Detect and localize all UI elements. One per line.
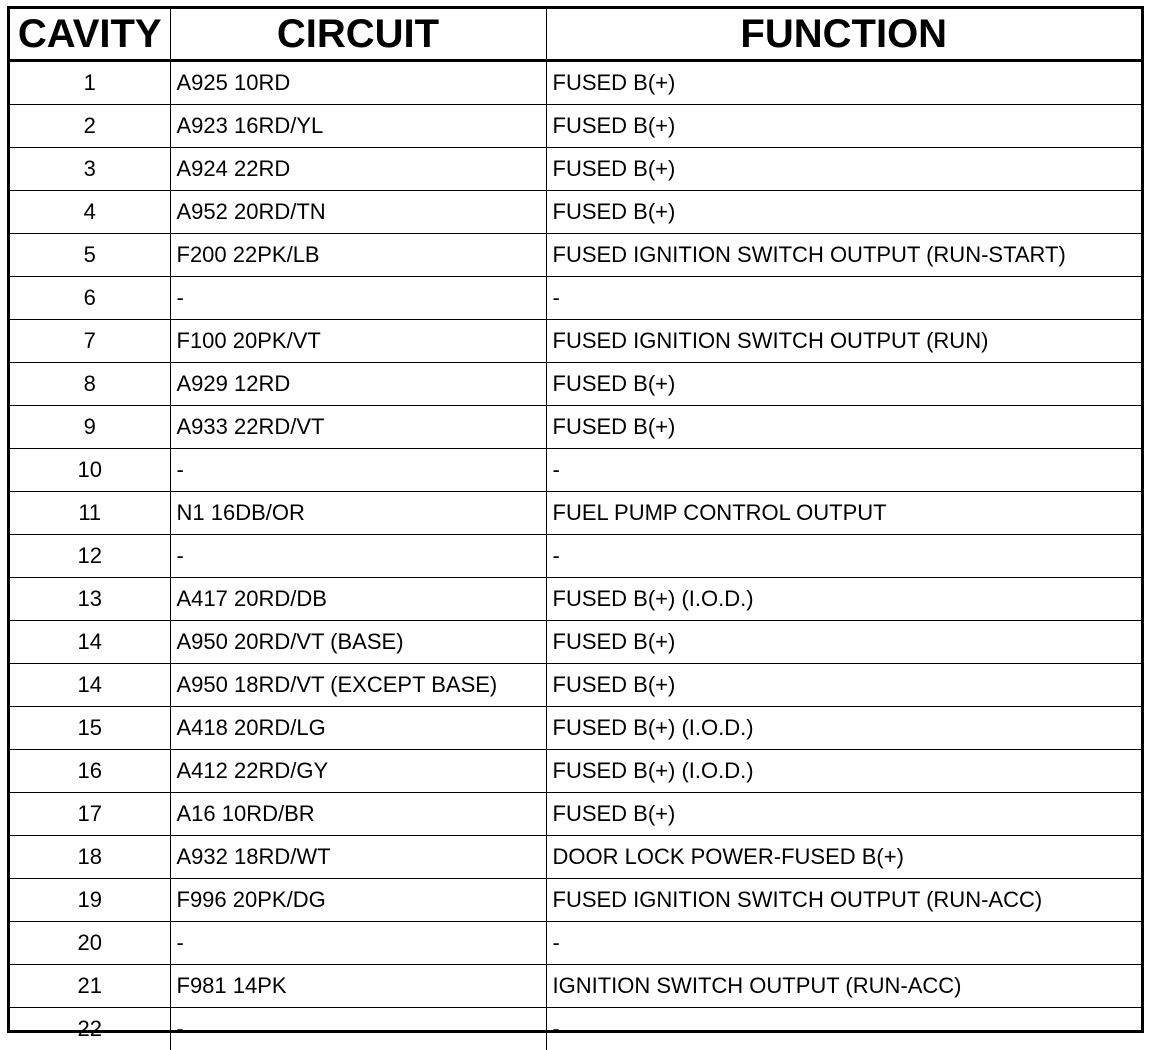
- circuit-cell: F981 14PK: [170, 965, 546, 1008]
- table-row: [10, 191, 1141, 234]
- header-function: FUNCTION: [546, 9, 1141, 61]
- function-cell: FUSED B(+): [546, 191, 1141, 234]
- cavity-cell: 7: [10, 320, 170, 363]
- function-cell: -: [546, 922, 1141, 965]
- cavity-cell: 10: [10, 449, 170, 492]
- table-row: [10, 621, 1141, 664]
- cavity-cell: 11: [10, 492, 170, 535]
- pinout-grid: [10, 9, 1141, 1050]
- function-cell: FUSED B(+): [546, 105, 1141, 148]
- function-cell: FUSED B(+): [546, 363, 1141, 406]
- function-cell: FUEL PUMP CONTROL OUTPUT: [546, 492, 1141, 535]
- cavity-cell: 18: [10, 836, 170, 879]
- function-cell: FUSED B(+) (I.O.D.): [546, 707, 1141, 750]
- function-cell: DOOR LOCK POWER-FUSED B(+): [546, 836, 1141, 879]
- table-row: [10, 1008, 1141, 1050]
- table-row: [10, 578, 1141, 621]
- cavity-cell: 4: [10, 191, 170, 234]
- table-row: [10, 664, 1141, 707]
- cavity-cell: 14: [10, 621, 170, 664]
- circuit-cell: F100 20PK/VT: [170, 320, 546, 363]
- circuit-cell: -: [170, 535, 546, 578]
- function-cell: FUSED B(+): [546, 406, 1141, 449]
- cavity-cell: 17: [10, 793, 170, 836]
- table-row: [10, 105, 1141, 148]
- cavity-cell: 15: [10, 707, 170, 750]
- circuit-cell: A417 20RD/DB: [170, 578, 546, 621]
- cavity-cell: 20: [10, 922, 170, 965]
- circuit-cell: A933 22RD/VT: [170, 406, 546, 449]
- table-row: [10, 277, 1141, 320]
- table-row: [10, 707, 1141, 750]
- cavity-cell: 9: [10, 406, 170, 449]
- table-row: [10, 61, 1141, 105]
- cavity-cell: 6: [10, 277, 170, 320]
- table-row: [10, 836, 1141, 879]
- table-row: [10, 535, 1141, 578]
- table-body: [10, 61, 1141, 1050]
- function-cell: -: [546, 1008, 1141, 1050]
- function-cell: FUSED B(+): [546, 664, 1141, 707]
- circuit-cell: A950 18RD/VT (EXCEPT BASE): [170, 664, 546, 707]
- function-cell: FUSED IGNITION SWITCH OUTPUT (RUN): [546, 320, 1141, 363]
- table-row: [10, 492, 1141, 535]
- table-row: [10, 449, 1141, 492]
- function-cell: -: [546, 277, 1141, 320]
- cavity-cell: 1: [10, 61, 170, 105]
- circuit-cell: F200 22PK/LB: [170, 234, 546, 277]
- circuit-cell: A924 22RD: [170, 148, 546, 191]
- circuit-cell: -: [170, 1008, 546, 1050]
- header-circuit: CIRCUIT: [170, 9, 546, 61]
- cavity-cell: 16: [10, 750, 170, 793]
- table-row: [10, 406, 1141, 449]
- circuit-cell: -: [170, 449, 546, 492]
- circuit-cell: A16 10RD/BR: [170, 793, 546, 836]
- cavity-cell: 14: [10, 664, 170, 707]
- cavity-cell: 5: [10, 234, 170, 277]
- header-cavity: CAVITY: [10, 9, 170, 61]
- circuit-cell: A412 22RD/GY: [170, 750, 546, 793]
- circuit-cell: A418 20RD/LG: [170, 707, 546, 750]
- function-cell: -: [546, 449, 1141, 492]
- circuit-cell: A929 12RD: [170, 363, 546, 406]
- circuit-cell: A923 16RD/YL: [170, 105, 546, 148]
- function-cell: FUSED B(+): [546, 793, 1141, 836]
- table-row: [10, 965, 1141, 1008]
- function-cell: FUSED B(+) (I.O.D.): [546, 578, 1141, 621]
- cavity-cell: 8: [10, 363, 170, 406]
- circuit-cell: N1 16DB/OR: [170, 492, 546, 535]
- circuit-cell: A925 10RD: [170, 61, 546, 105]
- function-cell: FUSED B(+) (I.O.D.): [546, 750, 1141, 793]
- circuit-cell: A932 18RD/WT: [170, 836, 546, 879]
- function-cell: FUSED IGNITION SWITCH OUTPUT (RUN-ACC): [546, 879, 1141, 922]
- circuit-cell: F996 20PK/DG: [170, 879, 546, 922]
- function-cell: IGNITION SWITCH OUTPUT (RUN-ACC): [546, 965, 1141, 1008]
- cavity-cell: 2: [10, 105, 170, 148]
- cavity-cell: 22: [10, 1008, 170, 1050]
- table-row: [10, 234, 1141, 277]
- circuit-cell: A950 20RD/VT (BASE): [170, 621, 546, 664]
- connector-pinout-table: [7, 6, 1144, 1033]
- cavity-cell: 3: [10, 148, 170, 191]
- table-row: [10, 793, 1141, 836]
- circuit-cell: -: [170, 922, 546, 965]
- function-cell: -: [546, 535, 1141, 578]
- function-cell: FUSED IGNITION SWITCH OUTPUT (RUN-START): [546, 234, 1141, 277]
- table-row: [10, 363, 1141, 406]
- table-row: [10, 148, 1141, 191]
- cavity-cell: 19: [10, 879, 170, 922]
- function-cell: FUSED B(+): [546, 61, 1141, 105]
- function-cell: FUSED B(+): [546, 148, 1141, 191]
- table-row: [10, 320, 1141, 363]
- cavity-cell: 13: [10, 578, 170, 621]
- function-cell: FUSED B(+): [546, 621, 1141, 664]
- cavity-cell: 12: [10, 535, 170, 578]
- table-row: [10, 750, 1141, 793]
- table-row: [10, 922, 1141, 965]
- cavity-cell: 21: [10, 965, 170, 1008]
- table-row: [10, 879, 1141, 922]
- circuit-cell: A952 20RD/TN: [170, 191, 546, 234]
- circuit-cell: -: [170, 277, 546, 320]
- header-row: [10, 9, 1141, 61]
